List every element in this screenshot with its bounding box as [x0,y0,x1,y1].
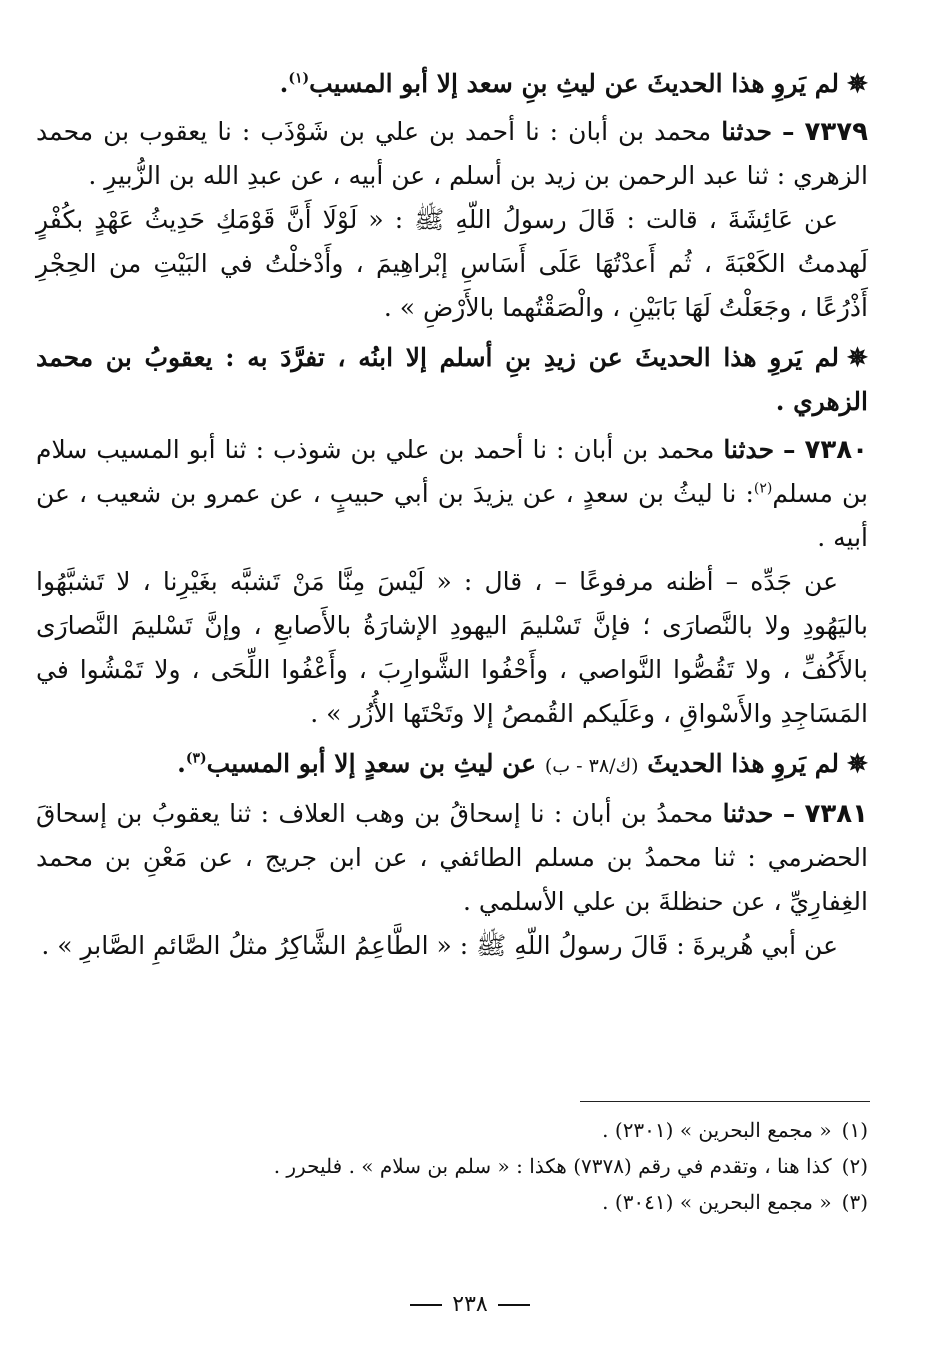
note-end: . [279,69,289,98]
haddathana-label: حدثنا [722,799,774,828]
footnote-ref-1[interactable]: (١) [288,70,310,87]
isnad-text: محمد بن أبان : نا أحمد بن علي بن شَوْذَب : نا يعقوب بن محمد الزهري : ثنا عبد الرحمن بن زيد بن أسلم ، عن أبيه ، عن عبدِ الله بن الزُّبيرِ . [36,117,868,190]
hadith-isnad [36,792,868,924]
hadith-number: ٧٣٨١ [804,799,869,829]
hadith-7381 [36,792,868,968]
editor-note-3 [36,742,868,788]
hadith-matn: عن جَدِّه – أظنه مرفوعًا – ، قال : « لَيْسَ مِنَّا مَنْ تَشبَّه بغَيْرِنا ، لا تَشبَّهُوا باليَهُودِ ولا بالنَّصارَى ؛ فإنَّ تَسْليمَ اليهودِ الإشارَةُ بالأَصابعِ ، وإنَّ تَسْليمَ النَّصارَى بالأَكُفِّ ، ولا تَقُصُّوا النَّواصي ، وأَحْفُوا الشَّوارِبَ ، وأَعْفُوا اللِّحَى ، ولا تَمْشُوا في المَسَاجِدِ والأَسْواقِ ، وعَلَيكم القُمصُ إلا وتَحْتَها الأُزُر » . [36,567,868,728]
hadith-matn: عن عَائِشَةَ ، قالت : قَالَ رسولُ اللّهِ ﷺ : « لَوْلَا أَنَّ قَوْمَكِ حَدِيثُ عَهْدٍ بكُفْرٍ لَهدمتُ الكَعْبَةَ ، ثُم أَعدْتُهَا عَلَى أَسَاسِ إبْراهِيمَ ، وأَدْخلْتُ في البَيْتِ من الحِجْرِ أَذْرُعًا ، وجَعَلْتُ لَهَا بَابَيْنِ ، والْصَقْتُهما بالأَرْضِ » . [36,205,868,322]
hadith-7380 [36,428,868,736]
dash-left [498,1304,530,1306]
isnad-text-cont: : نا ليثُ بن سعدٍ ، عن يزيدَ بن أبي حبيبٍ ، عن عمرو بن شعيب ، عن أبيه . [36,479,868,552]
hadith-dash: – [782,799,796,828]
footnote-1 [108,1112,868,1148]
asterisk-icon: ✵ [847,69,868,98]
hadith-dash: – [783,435,796,464]
footnote-text: كذا هنا ، وتقدم في رقم (٧٣٧٨) هكذا : « سلم بن سلام » . فليحرر . [273,1154,832,1178]
hadith-matn: عن أبي هُريرةَ : قَالَ رسولُ اللّهِ ﷺ : « الطَّاعِمُ الشَّاكِرُ مثلُ الصَّائمِ الصَّابرِ » . [41,931,838,960]
hadith-isnad [36,428,868,560]
dash-right [410,1304,442,1306]
asterisk-icon: ✵ [847,749,868,778]
hadith-isnad [36,110,868,198]
footnote-text: « مجمع البحرين » (٢٣٠١) . [602,1118,832,1142]
footnotes [108,1112,868,1220]
hadith-7379 [36,110,868,330]
footnote-text: « مجمع البحرين » (٣٠٤١) . [602,1190,832,1214]
hadith-number: ٧٣٨٠ [804,435,868,465]
footnote-ref-2[interactable]: (٢) [753,480,773,497]
haddathana-label: حدثنا [721,117,772,146]
hadith-number: ٧٣٧٩ [804,117,869,147]
page-number-text: ٢٣٨ [452,1292,488,1317]
footnote-number: (٢) [841,1154,868,1178]
note-text: لم يَروِ هذا الحديثَ عن زيدِ بنِ أسلم إلا ابنُه ، تفرَّدَ به : يعقوبُ بن محمد الزهري . [36,343,868,416]
note-text-cont: عن ليثِ بن سعدٍ إلا أبو المسيب [206,749,537,778]
page-number [0,1292,940,1317]
isnad-text: محمدُ بن أبان : نا إسحاقُ بن وهب العلاف : ثنا يعقوبُ بن إسحاقَ الحضرمي : ثنا محمدُ بن مسلم الطائفي ، عن ابن جريج ، عن مَعْنِ بن محمد الغِفارِيِّ ، عن حنظلةَ بن علي الأسلمي . [36,799,868,916]
page-body [36,62,868,974]
note-end: . [177,749,186,778]
footnote-number: (٣) [841,1190,868,1214]
footnote-divider [580,1101,870,1102]
asterisk-icon: ✵ [847,343,868,372]
footnote-2 [108,1148,868,1184]
note-text: لم يَروِ هذا الحديثَ [647,749,840,778]
isnad-text: محمد بن أبان : نا أحمد بن علي بن شوذب : ثنا أبو المسيب سلام بن مسلم [36,435,869,508]
haddathana-label: حدثنا [723,435,775,464]
footnote-3 [108,1184,868,1220]
footnote-number: (١) [841,1118,868,1142]
hadith-dash: – [781,117,795,146]
note-text: لم يَروِ هذا الحديثَ عن ليثِ بنِ سعد إلا أبو المسيب [309,69,840,98]
editor-note-2 [36,336,868,424]
manuscript-folio: (ك/٣٨ - ب) [544,755,639,777]
editor-note-1 [36,62,868,106]
footnote-ref-3[interactable]: (٣) [185,750,207,767]
